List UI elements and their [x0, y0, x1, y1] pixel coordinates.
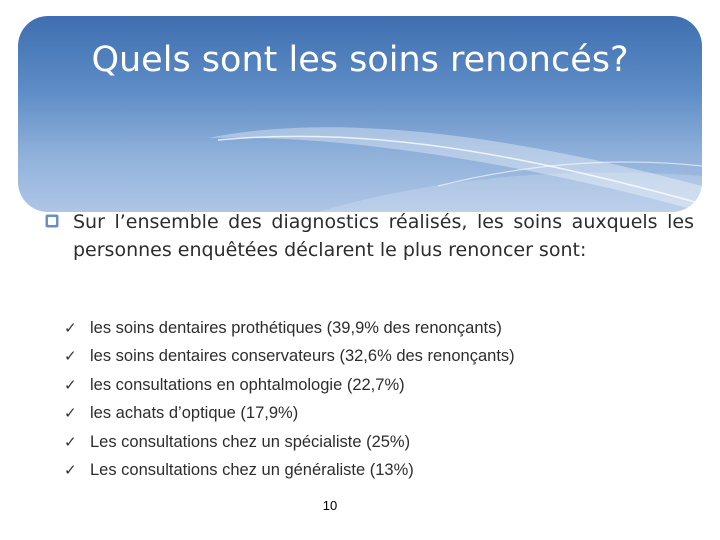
- list-item: [64, 399, 515, 427]
- checkmark-icon: ✓: [64, 404, 77, 423]
- list-item: [64, 342, 515, 370]
- checkmark-icon: ✓: [64, 460, 77, 479]
- square-bullet-icon: [45, 214, 59, 228]
- checkmark-icon: ✓: [64, 319, 77, 337]
- list-item: [64, 314, 515, 342]
- list-item-text: Les consultations chez un spécialiste (25%): [90, 432, 411, 451]
- list-item-text: Les consultations chez un généraliste (13%): [90, 460, 414, 479]
- list-item: [64, 428, 515, 456]
- list-item-text: les soins dentaires conservateurs (32,6% des renonçants): [90, 347, 515, 366]
- slide-title: Quels sont les soins renoncés?: [91, 40, 629, 80]
- renounced-care-list: [64, 314, 515, 484]
- checkmark-icon: ✓: [64, 432, 77, 451]
- list-item-text: les consultations en ophtalmologie (22,7%): [90, 375, 405, 394]
- list-item-text: les soins dentaires prothétiques (39,9% des renonçants): [90, 319, 502, 337]
- list-item-text: les achats d’optique (17,9%): [90, 404, 299, 423]
- page-number: 10: [322, 498, 338, 513]
- checkmark-icon: ✓: [64, 347, 77, 366]
- list-item: [64, 456, 515, 484]
- intro-line-1: Sur l’ensemble des diagnostics réalisés, les soins auxquels les: [73, 211, 694, 233]
- list-item: [64, 371, 515, 399]
- checkmark-icon: ✓: [64, 375, 77, 394]
- intro-line-2: personnes enquêtées déclarent le plus renoncer sont:: [73, 239, 587, 261]
